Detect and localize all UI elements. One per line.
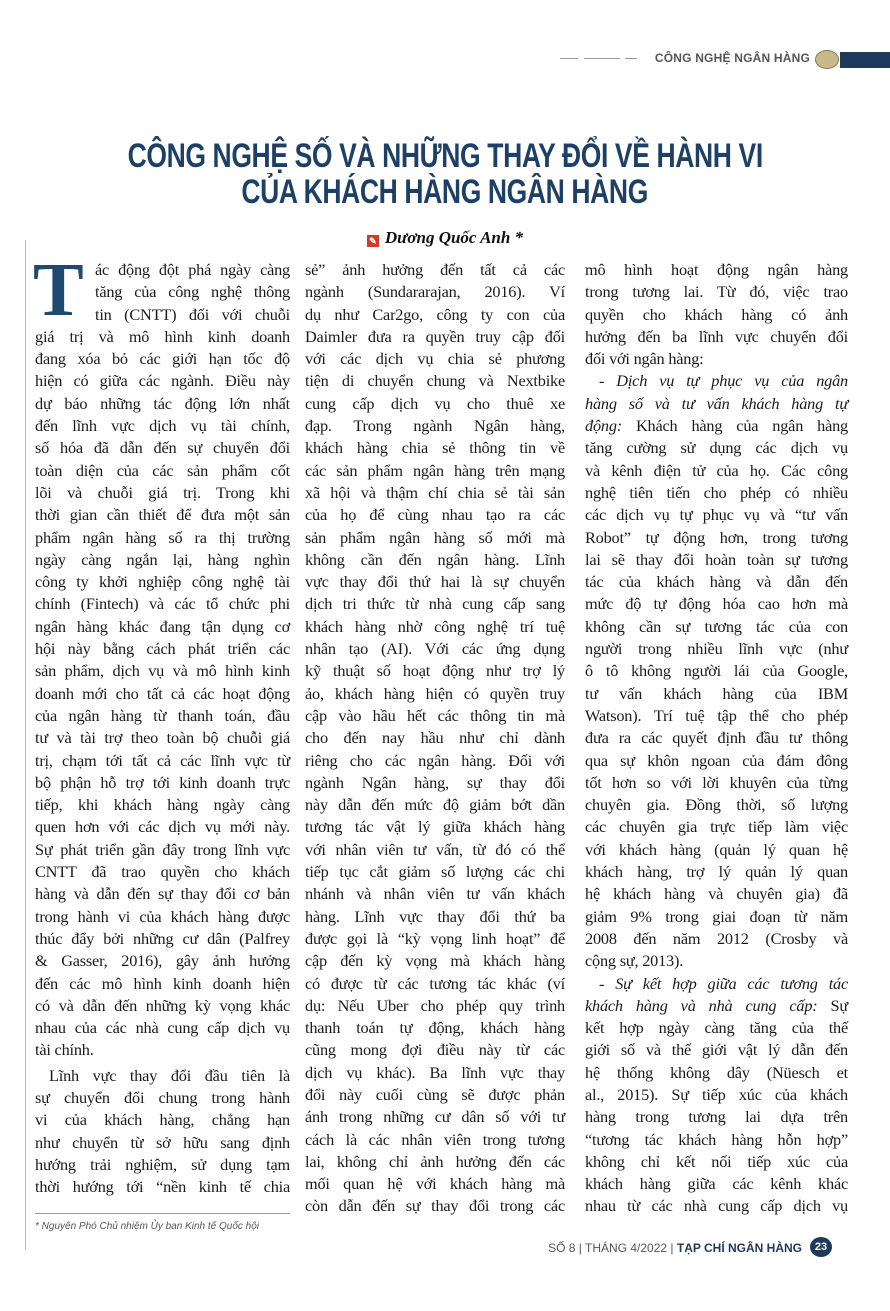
text-run: với nhân viên tư vấn, từ đó có thể: [305, 839, 565, 859]
text-run: ngân hàng khác đang tận dụng cơ: [35, 616, 290, 636]
text-line: [305, 928, 565, 950]
text-run: ngành (Sundararajan, 2016). Ví: [305, 282, 565, 302]
article-title-line-1: CÔNG NGHỆ SỐ VÀ NHỮNG THAY ĐỔI VỀ HÀNH VI: [127, 137, 763, 175]
text-line: [35, 593, 290, 615]
text-run: hàng và dẫn đến sự thay đổi cơ bản: [35, 884, 290, 904]
text-run: hàng. Lĩnh vực thay đổi thứ ba: [305, 906, 565, 926]
text-line: [305, 348, 565, 370]
text-run: không cần sự tương tác của con: [585, 616, 848, 636]
footnote-rule: [35, 1213, 290, 1214]
text-line: [585, 1017, 848, 1039]
text-line: [305, 460, 565, 482]
text-run: Robot” tự động hơn, trong tương: [585, 527, 848, 547]
text-line: [305, 861, 565, 883]
text-run: đổi này cuối cùng sẽ được phản: [305, 1084, 565, 1104]
text-run: xã hội và thậm chí chia sẻ tài sản: [305, 482, 565, 502]
text-line: [585, 504, 848, 526]
text-line: [585, 549, 848, 571]
text-line: [305, 705, 565, 727]
text-line: [305, 1173, 565, 1195]
text-line: [35, 370, 290, 392]
text-run: riêng cho các ngân hàng. Đối với: [305, 750, 565, 770]
text-line: [305, 1017, 565, 1039]
text-run: Khách hàng của ngân hàng: [621, 416, 848, 436]
text-run: cập đến kỳ vọng mà khách hàng: [305, 951, 565, 971]
text-line: [35, 1017, 290, 1039]
article-title-line-2: CỦA KHÁCH HÀNG NGÂN HÀNG: [241, 173, 649, 211]
text-line: [585, 727, 848, 749]
text-column-3: [585, 259, 848, 1218]
text-line: [305, 660, 565, 682]
text-run: al., 2015). Sự tiếp xúc của khách: [585, 1084, 848, 1104]
text-run: dịch vụ khác). Ba lĩnh vực thay: [305, 1062, 565, 1082]
text-run: ô tô không người lái của Google,: [585, 661, 848, 681]
text-line: [35, 1109, 290, 1131]
text-line: [35, 906, 290, 928]
text-line: [585, 1062, 848, 1084]
text-line: [585, 638, 848, 660]
text-line: [305, 1062, 565, 1084]
text-run: dự báo những tác động lớn nhất: [35, 393, 290, 413]
text-line: [585, 326, 848, 348]
footnote: * Nguyên Phó Chủ nhiệm Ủy ban Kinh tế Quốc hội: [35, 1221, 260, 1232]
text-run: của ngân hàng từ thanh toán, đầu: [35, 705, 290, 725]
text-line: [35, 883, 290, 905]
text-line: [305, 1151, 565, 1173]
text-run: kỹ thuật số hoạt động như trợ lý: [305, 661, 565, 681]
text-line: [305, 1084, 565, 1106]
text-line: [305, 1129, 565, 1151]
text-run: các dịch vụ tự phục vụ và “tư vấn: [585, 505, 848, 525]
text-line: [585, 906, 848, 928]
text-line: [305, 616, 565, 638]
text-run: tư và tài trợ theo toàn bộ chuỗi giá: [35, 728, 290, 748]
header-rule: [560, 58, 578, 59]
text-line: [35, 527, 290, 549]
text-line: [585, 259, 848, 281]
issue-info: SỐ 8 | THÁNG 4/2022 |: [548, 1241, 677, 1255]
text-run: giá trị và mô hình kinh doanh: [35, 326, 290, 346]
text-run: số hóa đã dẫn đến sự chuyển đổi: [35, 438, 290, 458]
text-line: [35, 750, 290, 772]
italic-run: - Dịch vụ tự phục vụ của ngân: [599, 371, 848, 391]
text-run: Daimler đưa ra quyền truy cập đối: [305, 326, 565, 346]
text-line: [35, 861, 290, 883]
text-run: nhánh và nhân viên tư vấn khách: [305, 884, 565, 904]
text-run: bộ phận hỗ trợ tới kinh doanh trực: [35, 772, 290, 792]
text-run: thời gian cần thiết để đưa một sản: [35, 505, 290, 525]
text-run: tốt hơn so với lời khuyên của từng: [585, 772, 848, 792]
text-line: [305, 950, 565, 972]
text-run: tăng cường sử dụng các dịch vụ: [585, 438, 848, 458]
text-run: thúc đẩy bởi những cư dân (Palfrey: [35, 928, 290, 948]
text-run: chuyên gia. Đồng thời, số lượng: [585, 795, 848, 815]
text-line: [305, 415, 565, 437]
text-run: nhau của các nhà cung cấp dịch vụ: [35, 1018, 290, 1038]
text-line: [305, 750, 565, 772]
text-run: khách hàng chia sẻ thông tin về: [305, 438, 565, 458]
text-run: giảm 9% trong giai đoạn từ năm: [585, 906, 848, 926]
text-line: [585, 1195, 848, 1217]
text-run: Sự: [817, 995, 848, 1015]
text-run: vi của khách hàng, chẳng hạn: [35, 1110, 290, 1130]
text-run: Lĩnh vực thay đổi đầu tiên là: [49, 1065, 290, 1085]
text-run: có và dẫn đến những kỳ vọng khác: [35, 995, 290, 1015]
text-run: của họ để cùng nhau tạo ra các: [305, 505, 565, 525]
text-run: phẩm ngân hàng số ra thị trường: [35, 527, 290, 547]
text-line: [35, 1087, 290, 1109]
text-line: [305, 393, 565, 415]
text-run: đạp. Trong ngành Ngân hàng,: [305, 416, 565, 436]
text-run: mức độ tự động hóa cao hơn mà: [585, 594, 848, 614]
text-run: người trong nhiều lĩnh vực (như: [585, 639, 848, 659]
text-run: tiện di chuyển chung và Nextbike: [305, 371, 565, 391]
text-line: [305, 437, 565, 459]
text-run: hàng trong tương lai dựa trên: [585, 1107, 848, 1127]
text-run: tài chính.: [35, 1040, 94, 1060]
text-line: [585, 370, 848, 392]
text-line: [305, 794, 565, 816]
text-run: lai sẽ thay đổi hoàn toàn sự tương: [585, 549, 848, 569]
text-line: [585, 683, 848, 705]
section-label: CÔNG NGHỆ NGÂN HÀNG: [654, 51, 810, 65]
text-line: [35, 1176, 290, 1198]
text-line: [585, 794, 848, 816]
text-line: [585, 348, 848, 370]
text-run: đang xóa bỏ các giới hạn tốc độ: [35, 349, 290, 369]
page-binding-edge: [25, 240, 26, 1250]
text-run: trong hành vi của khách hàng được: [35, 906, 290, 926]
text-run: Watson). Trí tuệ tập thể cho phép: [585, 705, 848, 725]
text-run: hướng trải nghiệm, sử dụng tạm: [35, 1154, 290, 1174]
text-run: đến lĩnh vực dịch vụ tài chính,: [35, 416, 290, 436]
text-line: [35, 683, 290, 705]
text-run: ngày càng ngắn lại, hàng nghìn: [35, 549, 290, 569]
text-run: hưởng đến ba lĩnh vực chuyển đổi: [585, 326, 848, 346]
text-line: [35, 504, 290, 526]
text-run: khách hàng nhờ công nghệ trí tuệ: [305, 616, 565, 636]
text-run: tăng của công nghệ thông: [95, 282, 290, 302]
text-run: hệ thống không dây (Nüesch et: [585, 1062, 848, 1082]
text-run: toàn diện của các sản phẩm cốt: [35, 460, 290, 480]
text-line: [305, 1039, 565, 1061]
text-line: [35, 437, 290, 459]
text-run: dụ: Nếu Uber cho phép quy trình: [305, 995, 565, 1015]
text-line: [305, 883, 565, 905]
text-line: [305, 370, 565, 392]
text-line: [35, 950, 290, 972]
text-run: quyền cho khách hàng có ảnh: [585, 304, 848, 324]
text-line: [585, 304, 848, 326]
text-run: tin (CNTT) đối với chuỗi: [95, 304, 290, 324]
text-line: [305, 906, 565, 928]
text-run: tiếp, khi khách hàng ngày càng: [35, 795, 290, 815]
text-run: không chỉ kết nối tiếp xúc của: [585, 1151, 848, 1171]
text-run: cộng sự, 2013).: [585, 951, 684, 971]
text-line: [35, 995, 290, 1017]
text-run: đối với ngân hàng:: [585, 349, 704, 369]
text-line: [305, 1106, 565, 1128]
text-line: [305, 527, 565, 549]
text-run: ngành Ngân hàng, sự thay đổi: [305, 772, 565, 792]
text-line: [35, 794, 290, 816]
text-run: hội này bằng cách phát triển các: [35, 639, 290, 659]
text-run: giới số và thế giới vật lý dẫn đến: [585, 1040, 848, 1060]
text-line: [585, 437, 848, 459]
text-line: [35, 1039, 290, 1061]
journal-logo-icon: [815, 50, 839, 69]
text-line: [305, 504, 565, 526]
text-run: thanh toán tự động, khách hàng: [305, 1018, 565, 1038]
text-line: [305, 304, 565, 326]
text-line: [35, 638, 290, 660]
text-run: chính (Fintech) và các tổ chức phi: [35, 594, 290, 614]
text-run: và kênh điện tử của họ. Các công: [585, 460, 848, 480]
text-line: [585, 616, 848, 638]
text-line: [585, 1039, 848, 1061]
text-line: [585, 1129, 848, 1151]
text-line: [585, 1151, 848, 1173]
text-line: [35, 1065, 290, 1087]
text-line: [35, 571, 290, 593]
text-run: thời hướng tới “nền kinh tế chia: [35, 1177, 290, 1197]
text-column-2: [305, 259, 565, 1218]
text-run: được gọi là “kỳ vọng linh hoạt” để: [305, 928, 565, 948]
text-run: các sản phẩm ngân hàng trên mạng: [305, 460, 565, 480]
text-line: [585, 660, 848, 682]
text-run: không cần đến ngân hàng. Lĩnh: [305, 549, 565, 569]
text-run: sản phẩm, dịch vụ và mô hình kinh: [35, 661, 290, 681]
text-run: ảo, khách hàng hiện có quyền truy: [305, 683, 565, 703]
text-line: [35, 482, 290, 504]
text-run: còn dẫn đến sự thay đổi trong các: [305, 1196, 565, 1216]
text-run: dịch tri thức từ nhà cung cấp sang: [305, 594, 565, 614]
text-run: “tương tác khách hàng hỗn hợp”: [585, 1129, 848, 1149]
text-run: đưa ra các quyết định đầu tư thông: [585, 728, 848, 748]
text-run: cho đến nay hầu như chỉ dành: [305, 728, 565, 748]
text-line: [35, 973, 290, 995]
journal-name: TẠP CHÍ NGÂN HÀNG: [676, 1241, 802, 1255]
text-run: 2008 đến năm 2012 (Crosby và: [585, 928, 848, 948]
text-run: tư vấn khách hàng của IBM: [585, 683, 848, 703]
text-run: các chuyên gia trực tiếp làm việc: [585, 817, 848, 837]
text-run: mối quan hệ với khách hàng mà: [305, 1174, 565, 1194]
text-line: [585, 839, 848, 861]
text-line: [585, 415, 848, 437]
text-line: [585, 1084, 848, 1106]
text-run: ác động đột phá ngày càng: [95, 260, 290, 279]
text-line: [305, 549, 565, 571]
text-line: [35, 1154, 290, 1176]
text-run: doanh mới cho tất cả các hoạt động: [35, 683, 290, 703]
italic-run: - Sự kết hợp giữa các tương tác: [599, 973, 848, 993]
text-run: cung cấp dịch vụ cho thuê xe: [305, 393, 565, 413]
text-run: cách là các nhân viên trong tương: [305, 1129, 565, 1149]
text-line: [35, 839, 290, 861]
text-line: [35, 816, 290, 838]
text-line: [585, 460, 848, 482]
text-run: lõi và chuỗi giá trị. Trong khi: [35, 482, 290, 502]
text-run: sản phẩm ngân hàng số mới mà: [305, 527, 565, 547]
text-column-1: [33, 248, 290, 1198]
text-line: [305, 727, 565, 749]
text-run: lai, không chỉ ảnh hưởng đến các: [305, 1151, 565, 1171]
text-line: [305, 973, 565, 995]
text-line: [585, 928, 848, 950]
text-line: [585, 816, 848, 838]
text-line: [305, 995, 565, 1017]
text-line: [305, 772, 565, 794]
italic-run: khách hàng và nhà cung cấp:: [585, 995, 818, 1015]
text-line: [585, 482, 848, 504]
text-line: [585, 1173, 848, 1195]
text-run: hệ khách hàng và chuyên gia) đã: [585, 884, 848, 904]
text-run: trị, chạm tới tất cả các lĩnh vực từ: [35, 750, 290, 770]
author-name: Dương Quốc Anh *: [384, 228, 524, 247]
header-accent-bar: [840, 52, 890, 68]
text-run: cũng mong đợi điều này từ các: [305, 1040, 565, 1060]
text-run: sự chuyển đổi chung trong hành: [35, 1087, 290, 1107]
text-line: [585, 861, 848, 883]
text-run: vực thay đổi thứ hai là sự chuyển: [305, 572, 565, 592]
text-line: [585, 995, 848, 1017]
text-line: [305, 571, 565, 593]
page-footer: [548, 1241, 802, 1255]
text-run: nghệ tiên tiến cho phép có nhiều: [585, 482, 848, 502]
italic-run: hàng số và tư vấn khách hàng tự: [585, 393, 848, 413]
page-number: 23: [810, 1237, 832, 1257]
text-run: công ty khởi nghiệp công nghệ tài: [35, 572, 290, 592]
text-line: [585, 571, 848, 593]
text-run: nhau từ các nhà cung cấp dịch vụ: [585, 1196, 848, 1216]
text-run: kết hợp ngày càng tăng của thế: [585, 1018, 848, 1038]
text-line: [585, 527, 848, 549]
text-run: tác của khách hàng và dẫn đến: [585, 572, 848, 592]
drop-cap: T: [33, 248, 84, 332]
text-run: khách hàng, trợ lý quản lý quan: [585, 862, 848, 882]
text-run: như chuyển từ sở hữu sang định: [35, 1132, 290, 1152]
text-line: [35, 1132, 290, 1154]
text-run: với khách hàng (quản lý quan hệ: [585, 839, 848, 859]
text-line: [305, 839, 565, 861]
italic-run: động:: [585, 416, 622, 436]
text-line: [305, 259, 565, 281]
text-run: có được từ các tương tác khác (ví: [305, 973, 565, 993]
text-run: khách hàng giữa các kênh khác: [585, 1174, 848, 1194]
header-rule: [625, 58, 637, 59]
text-line: [585, 973, 848, 995]
text-line: [305, 638, 565, 660]
text-run: với các dịch vụ chia sẻ phương: [305, 349, 565, 369]
text-line: [305, 326, 565, 348]
text-run: Sự phát triển gần đây trong lĩnh vực: [35, 839, 290, 859]
text-run: này dẫn đến mức độ giảm bớt dần: [305, 795, 565, 815]
text-run: sẻ” ảnh hưởng đến tất cả các: [305, 260, 565, 279]
text-line: [305, 816, 565, 838]
text-line: [305, 683, 565, 705]
text-run: ánh trong những cư dân số với tư: [305, 1107, 565, 1127]
text-line: [305, 1195, 565, 1217]
text-run: qua sự khôn ngoan của đám đông: [585, 750, 848, 770]
text-line: [305, 281, 565, 303]
text-run: nhân tạo (AI). Với các ứng dụng: [305, 639, 565, 659]
text-line: [585, 772, 848, 794]
text-line: [35, 393, 290, 415]
text-line: [305, 482, 565, 504]
text-run: tương tác vật lý giữa khách hàng: [305, 817, 565, 837]
text-run: hiện có giữa các ngành. Điều này: [35, 371, 290, 391]
text-line: [35, 727, 290, 749]
text-line: [35, 415, 290, 437]
text-line: [585, 883, 848, 905]
text-run: CNTT đã trao quyền cho khách: [35, 862, 290, 882]
text-line: [35, 616, 290, 638]
text-line: [585, 281, 848, 303]
text-line: [35, 772, 290, 794]
pen-icon: ✎: [367, 235, 379, 247]
text-run: đến các mô hình kinh doanh hiện: [35, 973, 290, 993]
text-run: mô hình hoạt động ngân hàng: [585, 260, 848, 279]
author-byline: [0, 228, 890, 248]
text-line: [35, 660, 290, 682]
text-run: trong tương lai. Từ đó, việc trao: [585, 282, 848, 302]
header-rule: [584, 58, 620, 59]
text-line: [35, 460, 290, 482]
text-line: [585, 593, 848, 615]
text-line: [35, 348, 290, 370]
text-line: [35, 549, 290, 571]
text-run: dụ như Car2go, công ty con của: [305, 304, 565, 324]
text-line: [305, 593, 565, 615]
text-line: [585, 750, 848, 772]
text-line: [35, 928, 290, 950]
text-run: cập vào hầu hết các thông tin mà: [305, 705, 565, 725]
text-run: & Gasser, 2016), gây ảnh hưởng: [35, 951, 290, 971]
text-line: [585, 950, 848, 972]
text-line: [35, 705, 290, 727]
text-run: quen hơn với các dịch vụ mới này.: [35, 817, 290, 837]
text-line: [585, 393, 848, 415]
text-line: [585, 705, 848, 727]
text-line: [585, 1106, 848, 1128]
text-run: tiếp tục cắt giảm số lượng các chi: [305, 862, 565, 882]
